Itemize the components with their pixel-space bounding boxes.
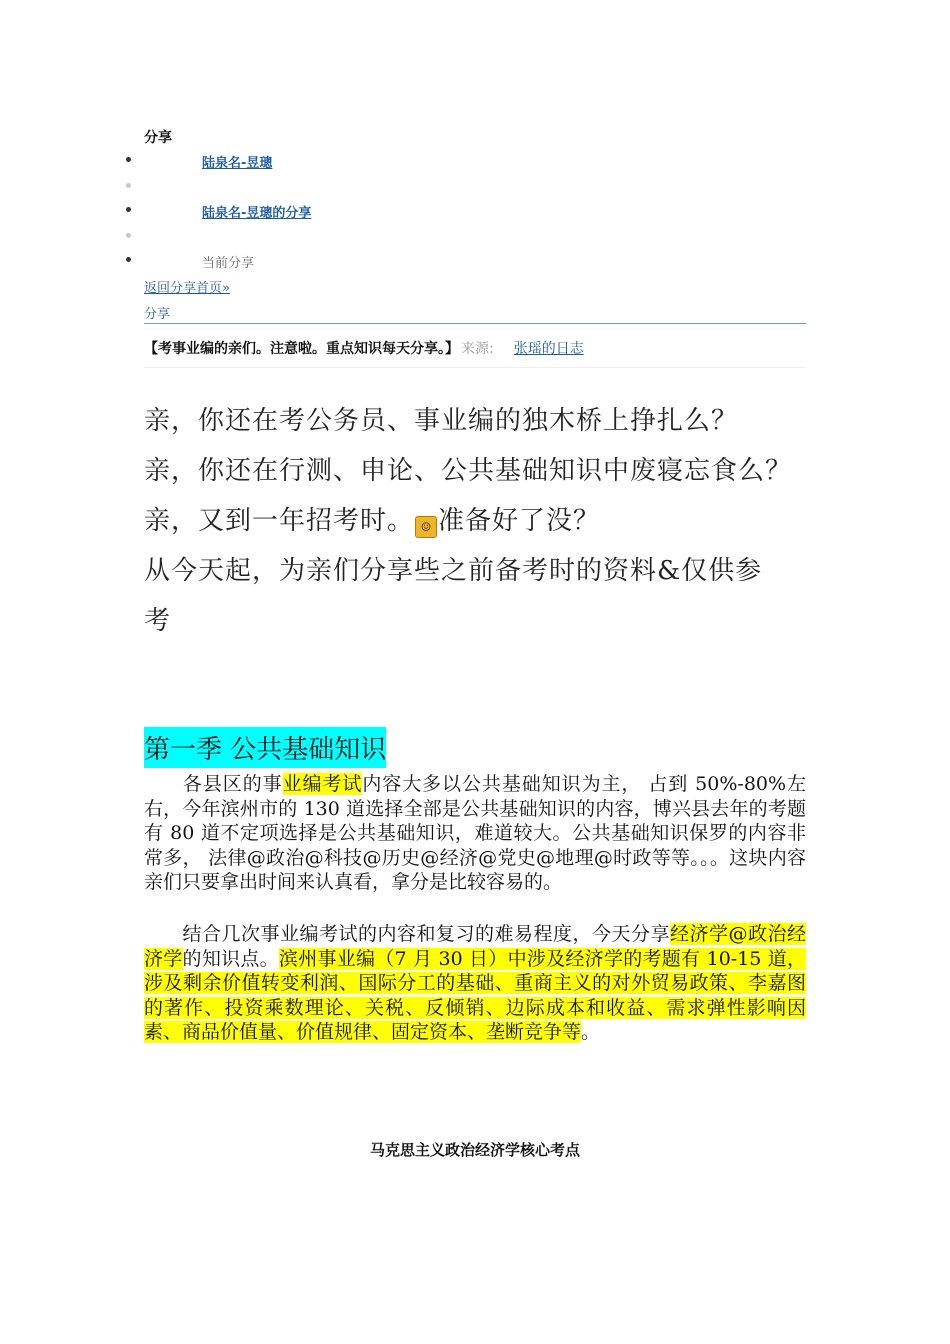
- separator-dot-icon: [126, 233, 131, 238]
- paragraph-2-e: 。: [581, 1021, 601, 1044]
- share-heading: 分享: [144, 130, 172, 146]
- breadcrumb-link-user[interactable]: 陆泉名-昱璁: [202, 156, 273, 171]
- breadcrumb-current: 当前分享: [202, 256, 255, 271]
- share-tab[interactable]: 分享: [144, 307, 171, 322]
- bullet-icon: [126, 207, 131, 212]
- paragraph-2-highlight-1: 经济学@政治经济学: [144, 923, 806, 970]
- post-title-row: [144, 338, 584, 358]
- post-title: 【考事业编的亲们。注意啦。重点知识每天分享。】: [144, 341, 459, 357]
- paragraph-1-a: 各县区的事: [182, 773, 283, 795]
- intro-line-3: [144, 500, 600, 538]
- breadcrumb-link-user-shares[interactable]: 陆泉名-昱璁的分享: [202, 206, 312, 221]
- intro-line-2: 亲，你还在行测、申论、公共基础知识中废寝忘食么？: [144, 456, 793, 486]
- intro-line-3-text-a: 亲，又到一年招考时。: [144, 506, 415, 536]
- paragraph-2: [144, 922, 806, 1045]
- separator-dot-icon: [126, 183, 131, 188]
- paragraph-2-highlight-2: 滨州事业编（7 月 30 日）中涉及经济学的考题有 10-15 道，涉及剩余价值转变利润、国际分工的基础、重商主义的对外贸易政策、李嘉图的著作、投资乘数理论、关税、反倾销、边际成本和收益、需求弹性影响因素、商品价值量、价值规律、固定资本、垄断竞争等: [144, 947, 806, 1044]
- core-topics-title: 马克思主义政治经济学核心考点: [369, 1141, 580, 1159]
- header-divider: [144, 323, 806, 324]
- breadcrumb-item-user-shares: [120, 200, 820, 220]
- intro-line-5: 考: [144, 606, 172, 636]
- paragraph-1-highlight: 业编考试: [282, 773, 363, 795]
- author-link[interactable]: 张瑶的日志: [513, 341, 584, 357]
- bullet-icon: [126, 257, 131, 262]
- paragraph-2-a: 结合几次事业编考试的内容和复习的难易程度，今天分享: [182, 923, 670, 945]
- intro-line-4: 从今天起，为亲们分享些之前备考时的资料&仅供参: [144, 556, 763, 586]
- paragraph-1-c: 内容大多以公共基础知识为主， 占到 50%-80%左右，今年滨州市的 130 道选择全部是公共基础知识的内容，博兴县去年的考题有 80 道不定项选择是公共基础知识，难道较大。公共基础知识保罗的内容非常多， 法律@政治@科技@历史@经济@党史@地理@时政等等。。。这块内容亲们只要拿出时间来认真看，拿分是比较容易的。: [144, 773, 806, 894]
- breadcrumb-item-current: [120, 250, 820, 270]
- paragraph-2-c: 的知识点。: [182, 947, 279, 970]
- title-divider: [144, 367, 806, 368]
- emoji-face-icon: ☺: [415, 516, 437, 538]
- intro-line-1: 亲，你还在考公务员、事业编的独木桥上挣扎么？: [144, 406, 739, 436]
- intro-line-3-text-b: 准备好了没？: [438, 506, 601, 536]
- paragraph-1: [144, 772, 806, 895]
- back-to-share-home-link[interactable]: 返回分享首页»: [144, 281, 230, 296]
- season-title: 第一季 公共基础知识: [144, 727, 386, 768]
- breadcrumb-item-user: [120, 150, 820, 170]
- source-label: 来源:: [461, 341, 494, 357]
- bullet-icon: [126, 157, 131, 162]
